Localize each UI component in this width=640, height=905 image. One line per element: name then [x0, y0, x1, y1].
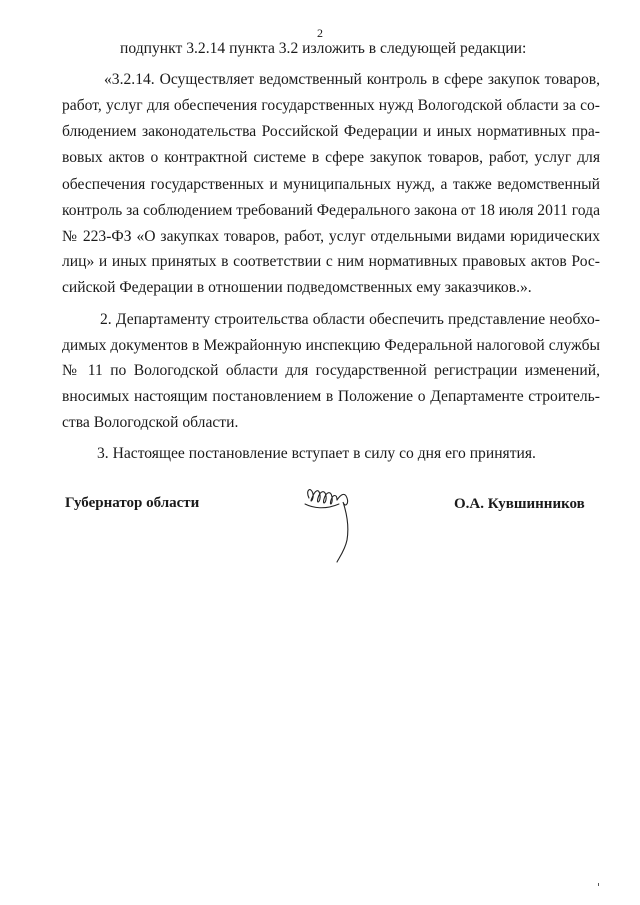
text-line: димых документов в Межрайонную инспекцию Федеральной налоговой службы — [62, 337, 600, 354]
text-line: ства Вологодской области. — [62, 414, 239, 431]
handwritten-signature — [303, 484, 359, 564]
text-line: работ, услуг для обеспечения государственных нужд Вологодской области за со- — [62, 97, 600, 114]
text-line: вносимых настоящим постановлением в Положение о Департаменте строитель- — [62, 388, 600, 405]
text-line: лиц» и иных принятых в соответствии с ним нормативных правовых актов Рос- — [62, 253, 600, 270]
page-number: 2 — [317, 26, 323, 40]
text-line: 3. Настоящее постановление вступает в силу со дня его принятия. — [97, 445, 536, 462]
text-line: обеспечения государственных и муниципальных нужд, а также ведомственный — [62, 176, 600, 193]
signatory-name: О.А. Кувшинников — [454, 496, 585, 512]
text-line: № 11 по Вологодской области для государственной регистрации изменений, — [62, 362, 600, 379]
text-line: № 223-ФЗ «О закупках товаров, работ, услуг отдельными видами юридических — [62, 228, 600, 245]
signatory-title: Губернатор области — [65, 495, 200, 511]
text-line: контроль за соблюдением требований Федерального закона от 18 июля 2011 года — [62, 202, 600, 219]
text-line: подпункт 3.2.14 пункта 3.2 изложить в следующей редакции: — [120, 40, 527, 57]
text-line: 2. Департаменту строительства области обеспечить представление необхо- — [100, 311, 600, 328]
text-line: вовых актов о контрактной системе в сфере закупок товаров, работ, услуг для — [62, 149, 600, 166]
text-line: блюдением законодательства Российской Федерации и иных нормативных пра- — [62, 123, 600, 140]
text-line: «3.2.14. Осуществляет ведомственный контроль в сфере закупок товаров, — [104, 71, 600, 88]
scan-mark — [598, 883, 599, 886]
text-line: сийской Федерации в отношении подведомственных ему заказчиков.». — [62, 279, 532, 296]
